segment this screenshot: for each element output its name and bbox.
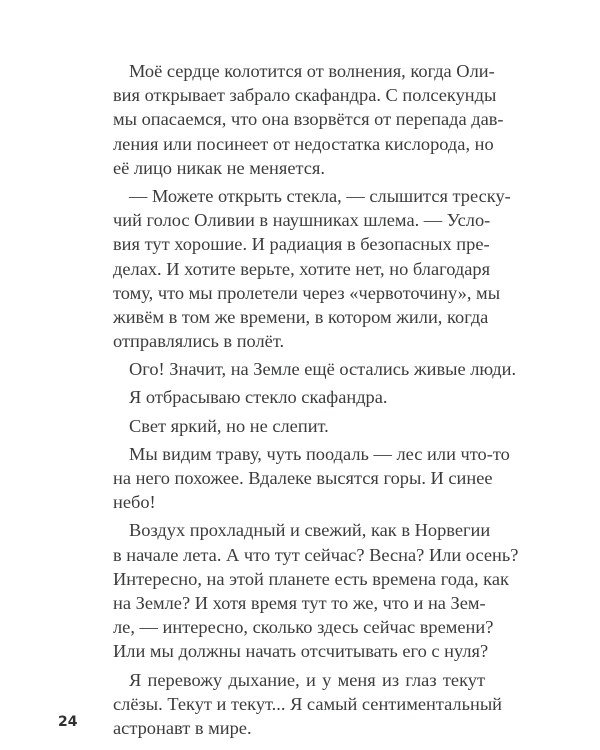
- body-text: [113, 59, 519, 740]
- text-line: вия тут хорошие. И радиация в безопасных пре-: [113, 234, 490, 255]
- paragraph: [113, 59, 504, 180]
- text-line: отправлялись в полёт.: [113, 331, 285, 352]
- text-line: чий голос Оливии в наушниках шлема. — Усло-: [113, 210, 491, 231]
- text-line: небо!: [113, 492, 156, 513]
- text-line: Мы видим траву, чуть поодаль — лес или что-то: [129, 443, 510, 464]
- paragraph: [113, 518, 519, 663]
- text-line: слёзы. Текут и текут... Я самый сентиментальный: [113, 693, 503, 714]
- paragraph: [113, 414, 485, 438]
- page-number: 24: [58, 714, 78, 730]
- text-line: ления или посинеет от недостатка кислорода, но: [113, 133, 494, 154]
- text-line: делах. И хотите верьте, хотите нет, но благодаря: [113, 258, 491, 279]
- paragraph: [113, 385, 485, 409]
- paragraph: [113, 442, 510, 515]
- text-line: Моё сердце колотится от волнения, когда Оли-: [129, 61, 495, 81]
- text-line: в начале лета. А что тут сейчас? Весна? Или осень?: [113, 544, 519, 565]
- text-line: мы опасаемся, что она взорвётся от перепада дав-: [113, 109, 504, 130]
- text-line: Я отбрасываю стекло скафандра.: [129, 387, 388, 408]
- text-line: Ого! Значит, на Земле ещё остались живые люди.: [129, 359, 517, 380]
- text-line: Или мы должны начать отсчитывать его с нуля?: [113, 641, 489, 662]
- text-line: её лицо никак не меняется.: [113, 157, 325, 178]
- paragraph: [113, 668, 503, 741]
- text-line: — Можете открыть стекла, — слышится треску-: [129, 185, 511, 206]
- text-line: ле, — интересно, сколько здесь сейчас времени?: [113, 617, 494, 638]
- text-line: тому, что мы пролетели через «червоточину», мы: [113, 282, 501, 303]
- text-line: Свет яркий, но не слепит.: [129, 415, 329, 436]
- text-line: Интересно, на этой планете есть времена года, как: [113, 568, 509, 589]
- text-line: на него похожее. Вдалеке высятся горы. И синее: [113, 468, 493, 488]
- text-line: вия открывает забрало скафандра. С полсекунды: [113, 85, 497, 106]
- text-line: на Земле? И хотя время тут то же, что и на Зем-: [113, 592, 486, 613]
- text-line: астронавт в мире.: [113, 717, 252, 738]
- paragraph: [113, 357, 517, 381]
- paragraph: [113, 184, 511, 353]
- text-line: Воздух прохладный и свежий, как в Норвегии: [129, 520, 491, 541]
- text-line: живём в том же времени, в котором жили, когда: [113, 306, 489, 327]
- text-line: Я перевожу дыхание, и у меня из глаз текут: [129, 669, 485, 690]
